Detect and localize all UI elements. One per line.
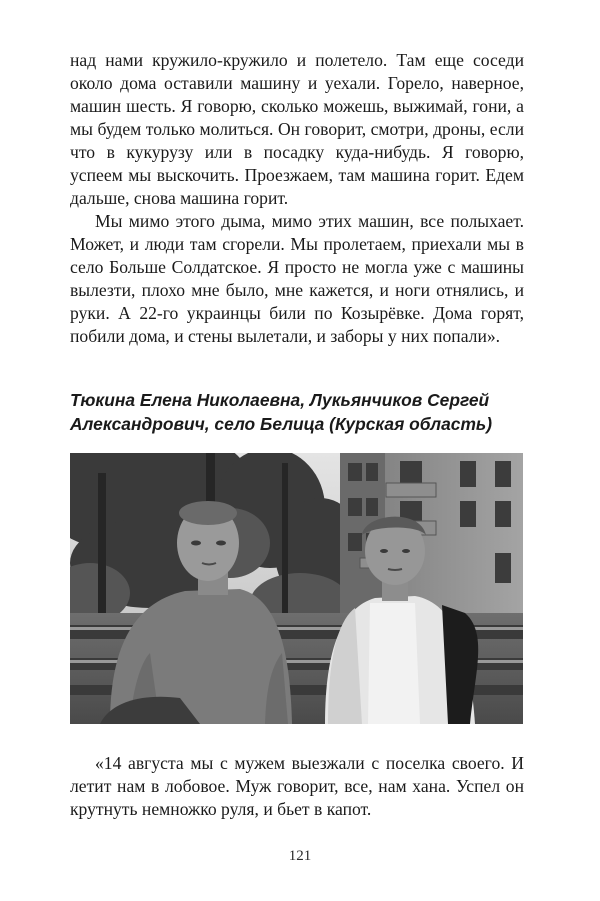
top-text-block [70,49,524,348]
paragraph: «14 августа мы с мужем выезжали с поселка своего. И летит нам в лобовое. Муж говорит, все, нам хана. Успел он крутнуть немножко руля, и бьет в капот. [70,753,524,819]
bottom-text-block [70,752,524,821]
page-number: 121 [288,848,312,864]
section-heading: Тюкина Елена Николаевна, Лукьянчиков Сергей Александрович, село Белица (Курская область) [70,390,493,434]
paragraph: Мы мимо этого дыма, мимо этих машин, все полыхает. Может, и люди там сгорели. Мы пролетаем, приехали мы в село Больше Солдатское. Я просто не могла уже с машины вылезти, плохо мне было, мне кажется, и ноги отнялись, и руки. А 22-го украинцы били по Козырёвке. Дома горят, побили дома, и стены вылетали, и заборы у них попали». [70,211,524,346]
photo-couple-on-bench [70,453,523,724]
paragraph-continued: над нами кружило-кружило и полетело. Там еще соседи около дома оставили машину и уехали. Горело, наверное, машин шесть. Я говорю, сколько можешь, выжимай, гони, а мы будем только молиться. Он говорит, смотри, дроны, если что в кукурузу или в посадку куда-нибудь. Я говорю, успеем мы выскочить. Проезжаем, там машина горит. Едем дальше, снова машина горит. [70,50,524,208]
